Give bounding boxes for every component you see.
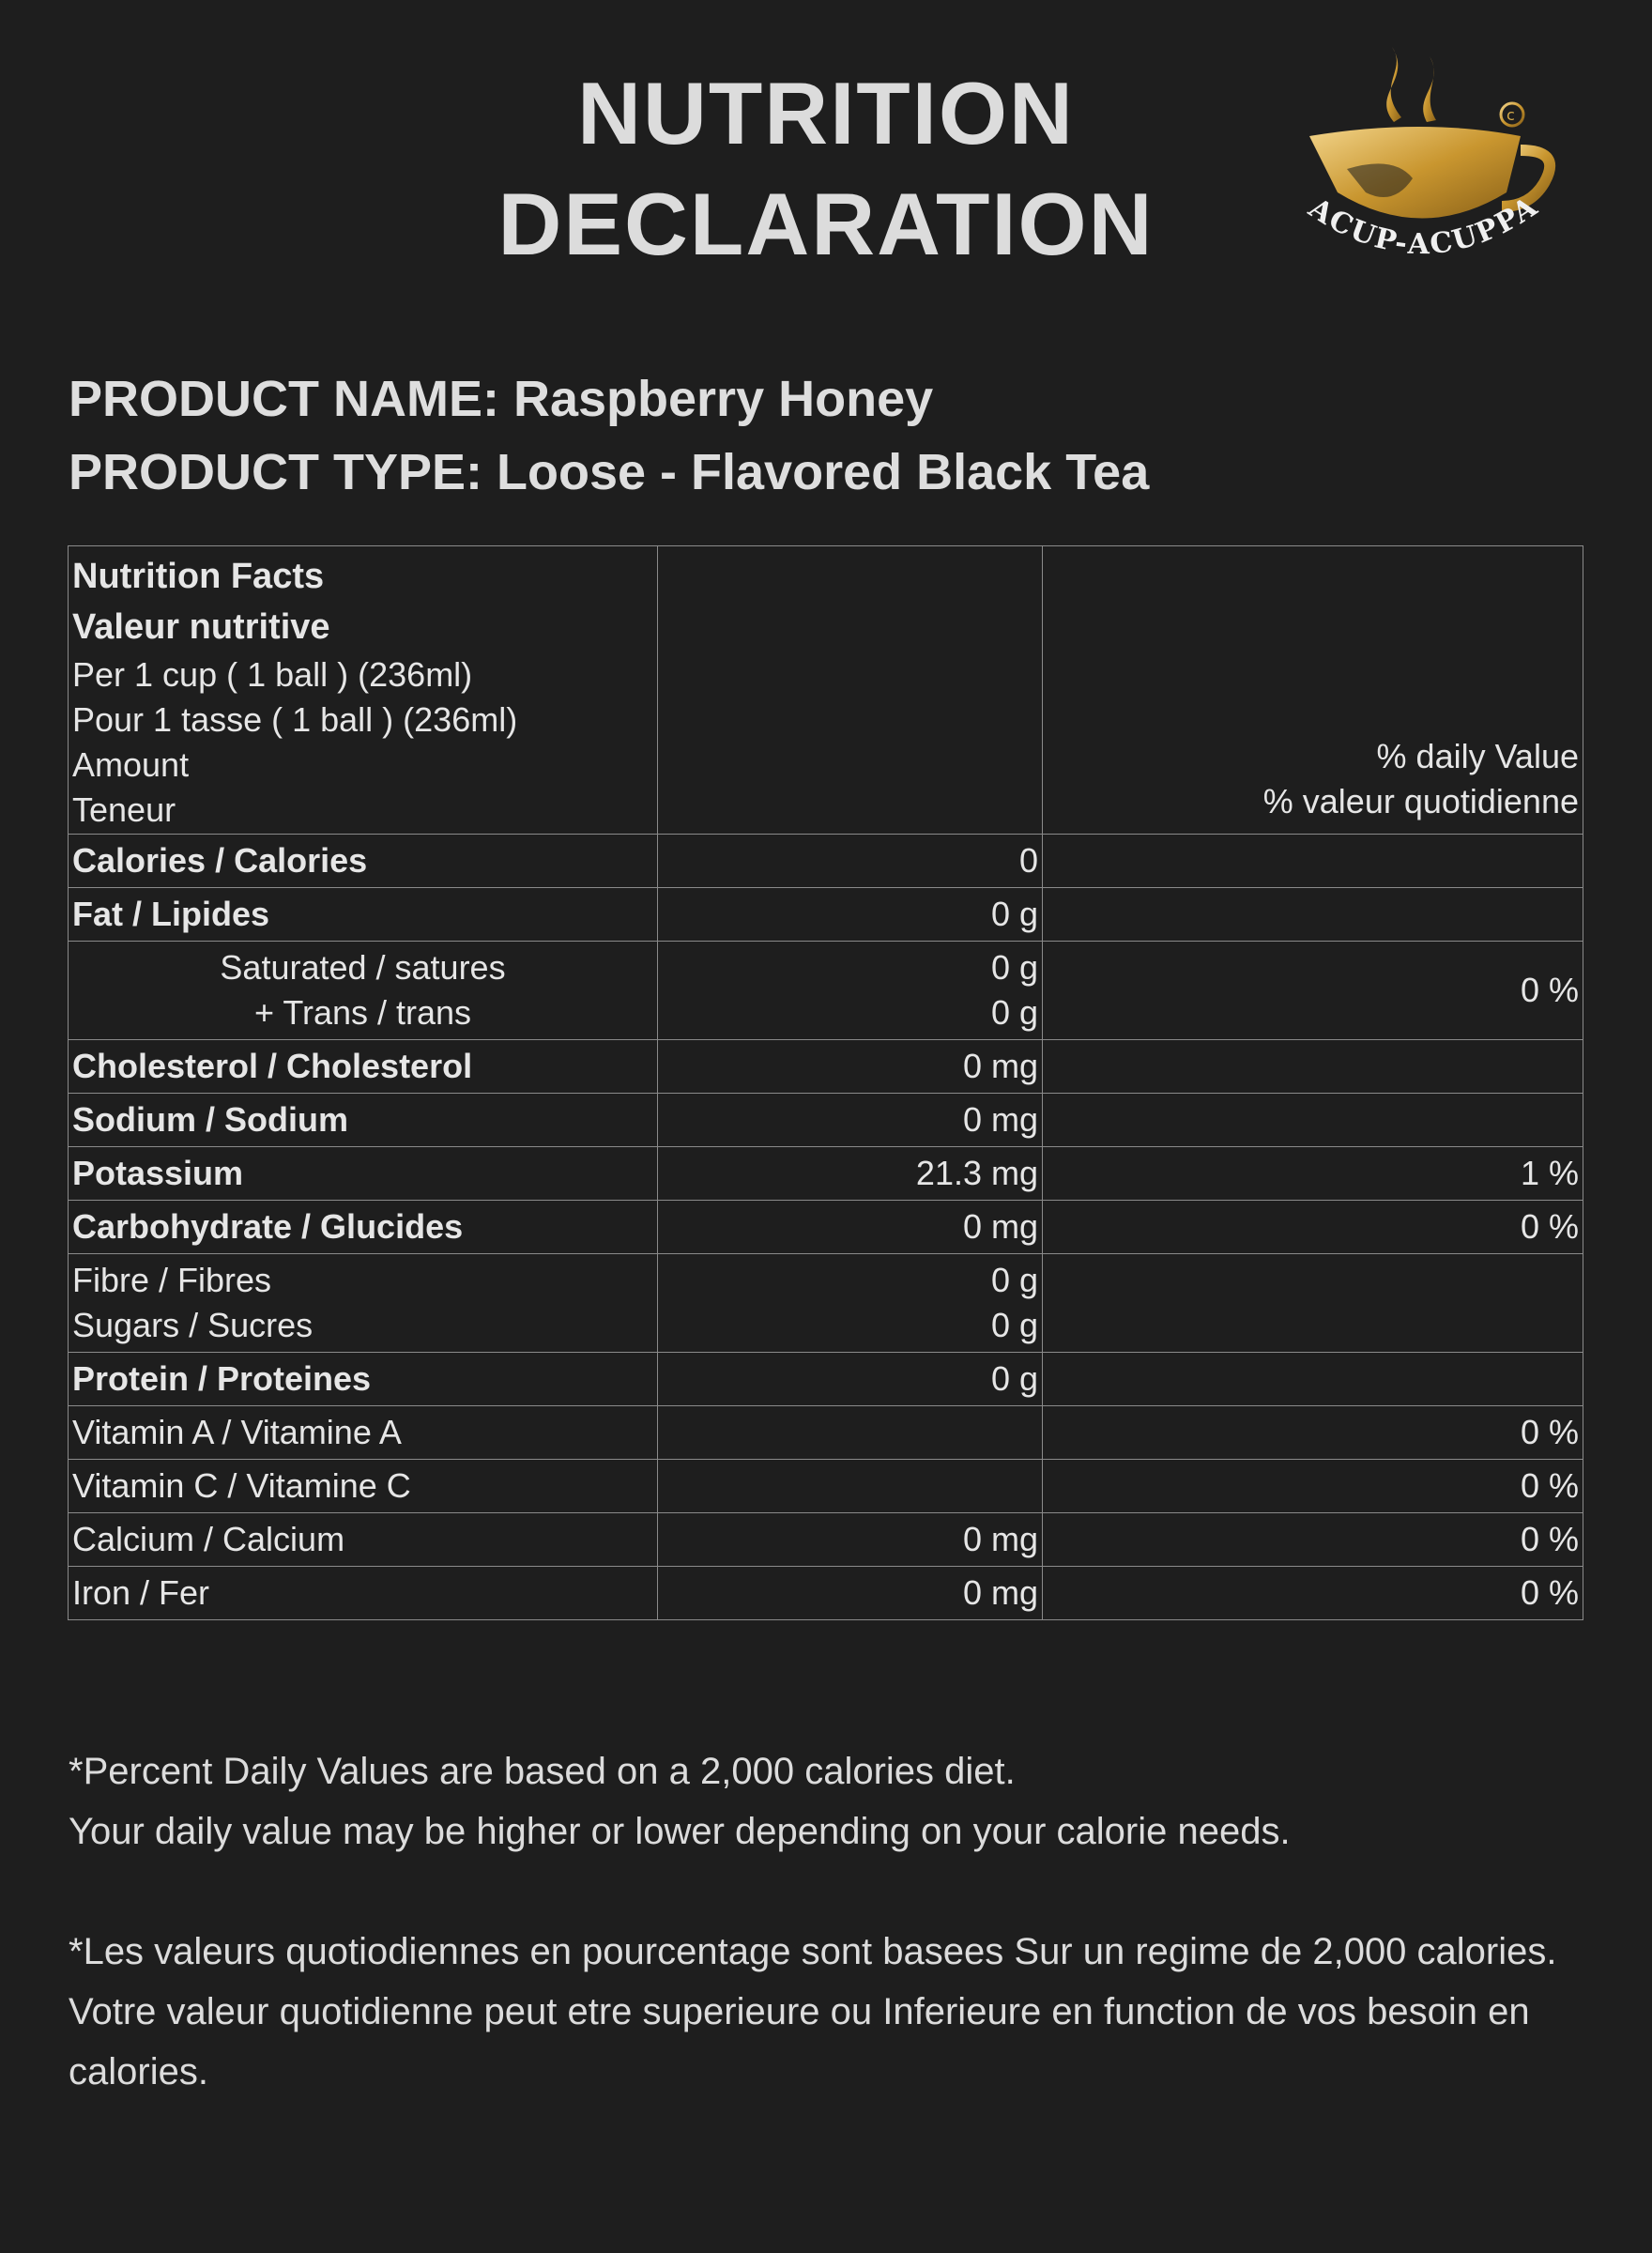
nutrient-amount: 0 mg	[658, 1567, 1043, 1620]
table-row	[69, 1147, 1583, 1201]
title-line-2: DECLARATION	[497, 175, 1155, 273]
nutrient-label	[69, 942, 658, 1040]
table-row	[69, 835, 1583, 888]
sugars-amount: 0 g	[990, 1306, 1038, 1344]
saturated-amount: 0 g	[990, 948, 1038, 987]
nutrient-amount: 0 mg	[658, 1094, 1043, 1147]
nutrient-label: Iron / Fer	[69, 1567, 658, 1620]
product-type: PRODUCT TYPE: Loose - Flavored Black Tea	[69, 444, 1150, 500]
nutrient-amount: 0 mg	[658, 1201, 1043, 1254]
nutrient-label: Cholesterol / Cholesterol	[69, 1040, 658, 1094]
daily-value-label-fr: % valeur quotidienne	[1262, 782, 1579, 820]
nutrient-label: Calcium / Calcium	[69, 1513, 658, 1567]
nutrient-dv	[1043, 1040, 1583, 1094]
header-cell-label	[69, 546, 658, 835]
fibre-amount: 0 g	[990, 1261, 1038, 1299]
trans-amount: 0 g	[990, 993, 1038, 1032]
nutrient-dv: 0 %	[1043, 942, 1583, 1040]
valeur-nutritive-heading: Valeur nutritive	[72, 607, 330, 647]
title-line-1: NUTRITION	[577, 64, 1075, 162]
nutrient-amount	[658, 942, 1043, 1040]
note-en-line-1: *Percent Daily Values are based on a 2,000 calories diet.	[69, 1751, 1016, 1792]
nutrient-dv: 1 %	[1043, 1147, 1583, 1201]
header-cell-amount	[658, 546, 1043, 835]
nutrient-label: Vitamin A / Vitamine A	[69, 1406, 658, 1460]
table-row	[69, 1406, 1583, 1460]
nutrient-label: Calories / Calories	[69, 835, 658, 888]
page-title	[451, 58, 1201, 280]
nutrient-amount: 0	[658, 835, 1043, 888]
table-row	[69, 942, 1583, 1040]
nutrient-label: Fat / Lipides	[69, 888, 658, 942]
nutrient-amount: 0 g	[658, 1353, 1043, 1406]
nutrient-label: Carbohydrate / Glucides	[69, 1201, 658, 1254]
nutrient-dv: 0 %	[1043, 1460, 1583, 1513]
nutrient-dv: 0 %	[1043, 1201, 1583, 1254]
table-header-row	[69, 546, 1583, 835]
cup-logo	[1281, 28, 1563, 291]
daily-value-label-en: % daily Value	[1376, 737, 1579, 775]
amount-label-fr: Teneur	[72, 790, 176, 829]
nutrient-dv	[1043, 1094, 1583, 1147]
nutrient-dv	[1043, 1254, 1583, 1353]
nutrient-amount: 0 g	[658, 888, 1043, 942]
svg-text:c: c	[1507, 106, 1515, 124]
table-row	[69, 1513, 1583, 1567]
table-row	[69, 888, 1583, 942]
table-row	[69, 1040, 1583, 1094]
product-name: PRODUCT NAME: Raspberry Honey	[69, 371, 934, 427]
nutrition-facts-table	[68, 545, 1583, 1620]
nutrient-dv	[1043, 835, 1583, 888]
table-row	[69, 1567, 1583, 1620]
nutrient-dv	[1043, 1353, 1583, 1406]
header-cell-dv	[1043, 546, 1583, 835]
logo-text: ACUP-ACUPPA	[1302, 190, 1545, 262]
nutrient-amount	[658, 1254, 1043, 1353]
nutrient-amount: 21.3 mg	[658, 1147, 1043, 1201]
nutrient-dv	[1043, 888, 1583, 942]
nutrient-dv: 0 %	[1043, 1567, 1583, 1620]
daily-value-note-en	[69, 1741, 1570, 1862]
table-row	[69, 1353, 1583, 1406]
nutrition-facts-heading: Nutrition Facts	[72, 557, 325, 596]
nutrient-amount	[658, 1460, 1043, 1513]
serving-size-fr: Pour 1 tasse ( 1 ball ) (236ml)	[72, 700, 518, 739]
nutrient-amount: 0 mg	[658, 1513, 1043, 1567]
amount-label-en: Amount	[72, 745, 190, 784]
nutrient-dv: 0 %	[1043, 1513, 1583, 1567]
trans-label: + Trans / trans	[253, 993, 472, 1032]
table-row	[69, 1460, 1583, 1513]
note-en-line-2: Your daily value may be higher or lower depending on your calorie needs.	[69, 1811, 1291, 1852]
nutrient-label: Protein / Proteines	[69, 1353, 658, 1406]
fibre-label: Fibre / Fibres	[72, 1261, 272, 1299]
nutrient-label: Potassium	[69, 1147, 658, 1201]
sugars-label: Sugars / Sucres	[72, 1306, 314, 1344]
nutrient-amount	[658, 1406, 1043, 1460]
nutrient-dv: 0 %	[1043, 1406, 1583, 1460]
nutrient-label: Vitamin C / Vitamine C	[69, 1460, 658, 1513]
daily-value-note-fr	[69, 1922, 1570, 2102]
table-row	[69, 1201, 1583, 1254]
nutrient-amount: 0 mg	[658, 1040, 1043, 1094]
saturated-label: Saturated / satures	[220, 948, 506, 987]
serving-size-en: Per 1 cup ( 1 ball ) (236ml)	[72, 655, 473, 694]
table-row	[69, 1094, 1583, 1147]
nutrient-label: Sodium / Sodium	[69, 1094, 658, 1147]
table-row	[69, 1254, 1583, 1353]
nutrient-label	[69, 1254, 658, 1353]
note-fr-line-2: Votre valeur quotidienne peut etre superieure ou Inferieure en function de vos besoin en calories.	[69, 1991, 1530, 2092]
note-fr-line-1: *Les valeurs quotiodiennes en pourcentage sont basees Sur un regime de 2,000 calories.	[69, 1931, 1557, 1972]
